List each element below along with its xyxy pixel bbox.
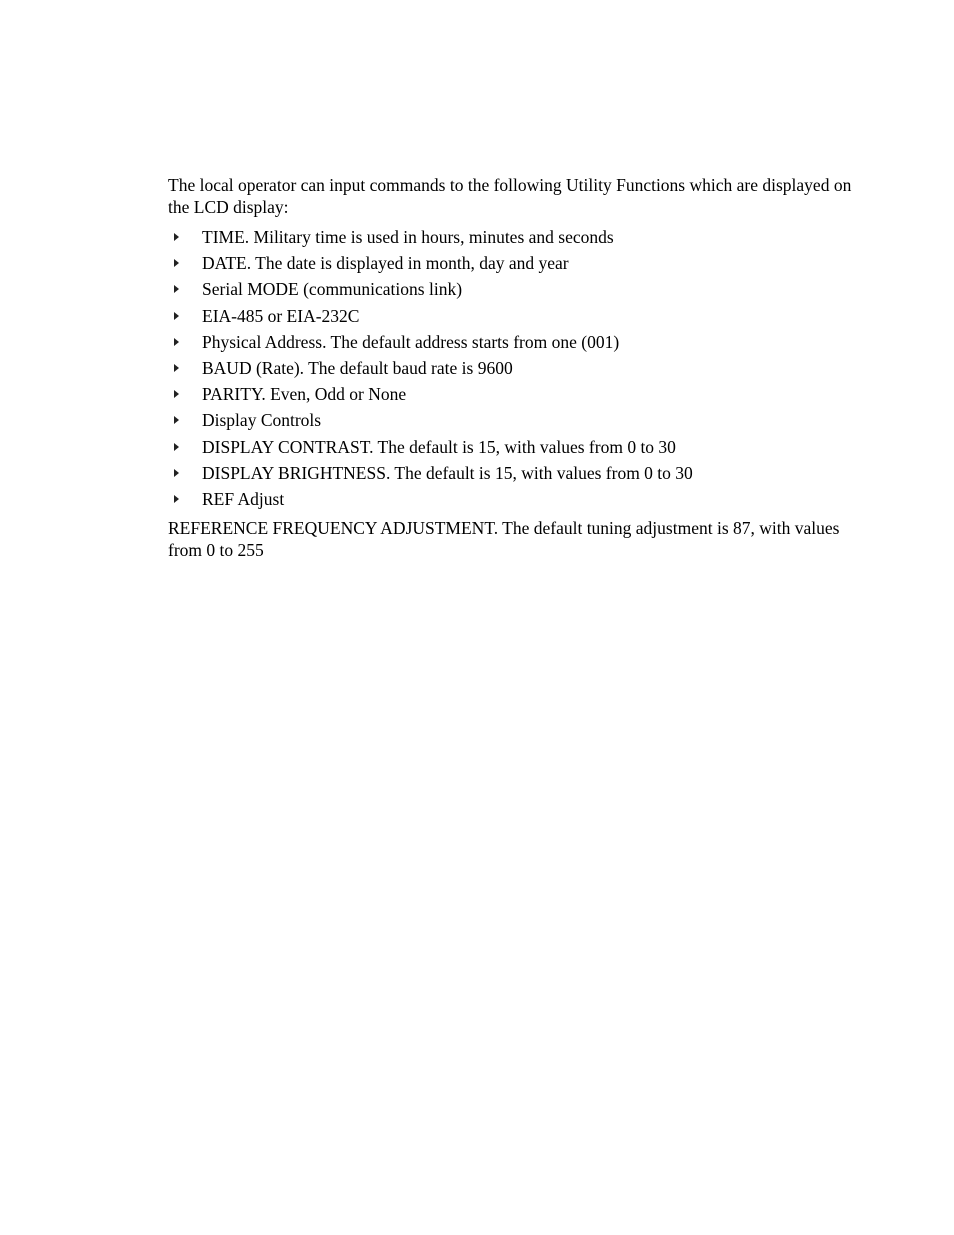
utility-functions-list (168, 224, 858, 512)
list-item (168, 303, 858, 329)
triangle-right-icon (174, 259, 179, 267)
list-item (168, 434, 858, 460)
list-item-text: EIA-485 or EIA-232C (202, 305, 360, 326)
triangle-right-icon (174, 364, 179, 372)
list-item-text: TIME. Military time is used in hours, minutes and seconds (202, 227, 614, 247)
list-item (168, 381, 858, 407)
list-item (168, 250, 858, 276)
list-item-text: DATE. The date is displayed in month, day and year (202, 253, 569, 274)
triangle-right-icon (174, 469, 179, 477)
list-item (168, 276, 858, 302)
triangle-right-icon (174, 338, 179, 346)
list-item-text: DISPLAY CONTRAST. The default is 15, with values from 0 to 30 (202, 436, 676, 457)
triangle-right-icon (174, 233, 179, 241)
triangle-right-icon (174, 443, 179, 451)
list-item (168, 460, 858, 486)
list-item (168, 486, 858, 512)
triangle-right-icon (174, 312, 179, 320)
list-item (168, 355, 858, 381)
triangle-right-icon (174, 285, 179, 293)
list-item-text: Serial MODE (communications link) (202, 279, 463, 300)
list-item-text: BAUD (Rate). The default baud rate is 9600 (202, 357, 513, 378)
triangle-right-icon (174, 416, 179, 424)
document-page (168, 174, 858, 561)
triangle-right-icon (174, 495, 179, 503)
intro-paragraph: The local operator can input commands to the following Utility Functions which are displayed on the LCD display: (168, 175, 852, 217)
list-item-text: Physical Address. The default address starts from one (001) (202, 331, 620, 352)
closing-paragraph: REFERENCE FREQUENCY ADJUSTMENT. The default tuning adjustment is 87, with values from 0 to 255 (168, 518, 840, 561)
triangle-right-icon (174, 390, 179, 398)
list-item (168, 224, 858, 250)
list-item-text: REF Adjust (202, 488, 285, 509)
list-item-text: DISPLAY BRIGHTNESS. The default is 15, with values from 0 to 30 (202, 462, 693, 483)
list-item-text: Display Controls (202, 410, 322, 431)
list-item-text: PARITY. Even, Odd or None (202, 384, 407, 405)
list-item (168, 407, 858, 433)
list-item (168, 329, 858, 355)
